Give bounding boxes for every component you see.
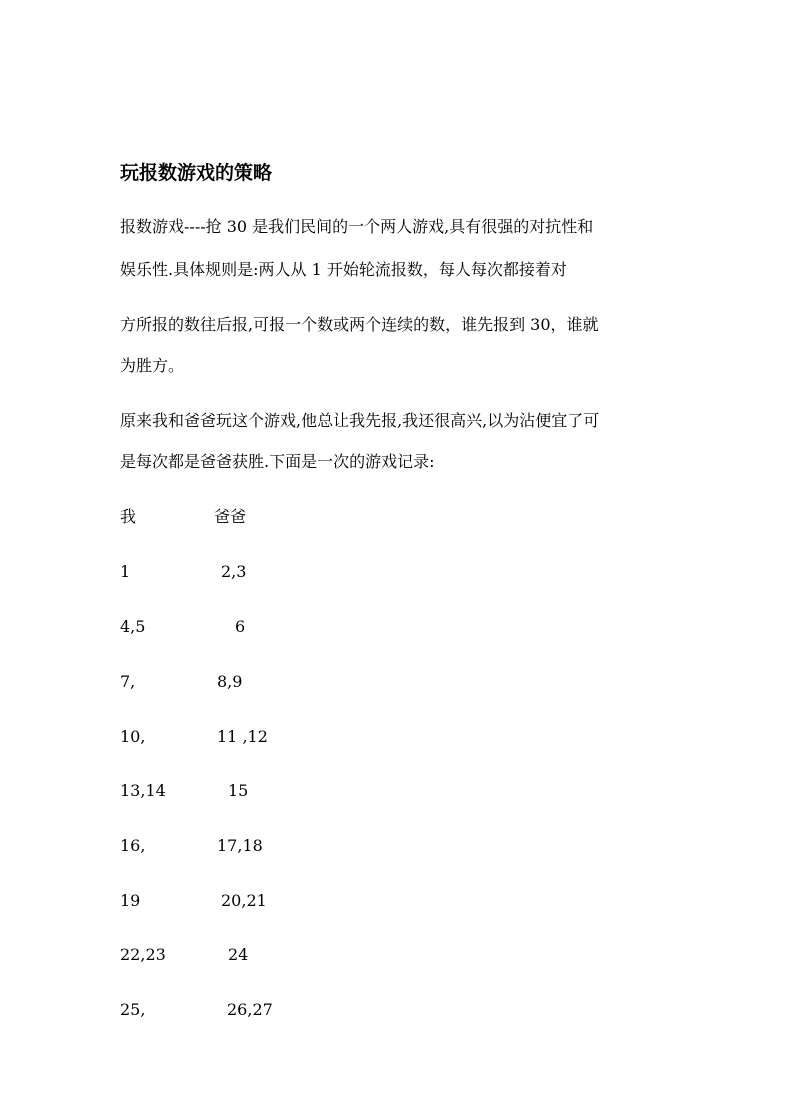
- record-cell-dad: 20,21: [221, 891, 267, 910]
- record-header-dad: 爸爸: [214, 507, 247, 526]
- paragraph-line: 是每次都是爸爸获胜.下面是一次的游戏记录:: [120, 452, 435, 471]
- document-title: 玩报数游戏的策略: [120, 162, 273, 184]
- record-cell-me: 4,5: [120, 617, 146, 636]
- record-cell-me: 22,23: [120, 945, 166, 964]
- record-cell-me: 16,: [120, 836, 146, 855]
- record-cell-dad: 26,27: [227, 1000, 273, 1019]
- record-cell-dad: 15: [228, 781, 249, 800]
- paragraph-line: 原来我和爸爸玩这个游戏,他总让我先报,我还很高兴,以为沾便宜了可: [120, 411, 600, 430]
- record-cell-me: 7,: [120, 672, 136, 691]
- record-cell-dad: 17,18: [217, 836, 263, 855]
- record-cell-me: 19: [120, 891, 141, 910]
- record-cell-me: 1: [120, 562, 131, 581]
- record-cell-dad: 11 ,12: [217, 727, 268, 746]
- record-cell-dad: 24: [228, 945, 249, 964]
- record-cell-me: 25,: [120, 1000, 146, 1019]
- record-cell-dad: 6: [235, 617, 246, 636]
- paragraph-line: 为胜方。: [120, 356, 185, 375]
- record-cell-dad: 2,3: [221, 562, 247, 581]
- paragraph-line: 娱乐性.具体规则是:两人从 1 开始轮流报数，每人每次都接着对: [120, 260, 567, 279]
- paragraph-line: 方所报的数往后报,可报一个数或两个连续的数，谁先报到 30，谁就: [120, 315, 599, 334]
- paragraph-line: 报数游戏----抢 30 是我们民间的一个两人游戏,具有很强的对抗性和: [120, 217, 594, 236]
- record-cell-me: 13,14: [120, 781, 166, 800]
- record-cell-dad: 8,9: [217, 672, 243, 691]
- record-cell-me: 10,: [120, 727, 146, 746]
- record-header-me: 我: [120, 507, 137, 526]
